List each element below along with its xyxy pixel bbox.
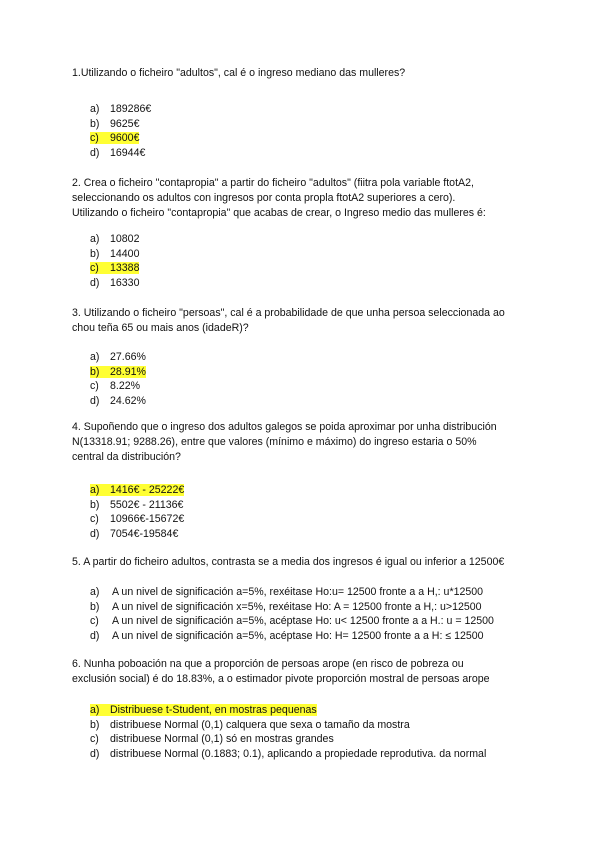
option-text: distribuese Normal (0,1) só en mostras grandes	[110, 733, 334, 746]
option-item-highlighted	[90, 131, 550, 146]
question-5-options	[90, 585, 550, 643]
question-3-line-2: chou teña 65 ou mais anos (idadeR)?	[72, 322, 249, 334]
option-text: A un nivel de significación a=5%, acéptase Ho: H= 12500 fronte a a H: ≤ 12500	[112, 629, 484, 642]
option-item	[90, 614, 550, 629]
option-item	[90, 718, 550, 733]
option-marker: a)	[90, 704, 100, 716]
option-marker: c)	[90, 733, 99, 746]
option-item	[90, 102, 550, 117]
question-4-line-1: 4. Supoñendo que o ingreso dos adultos galegos se poida aproximar por unha distribución	[72, 421, 497, 433]
question-5	[72, 555, 542, 570]
option-item	[90, 146, 550, 161]
option-item	[90, 498, 550, 513]
question-3-options	[90, 350, 550, 408]
option-marker: d)	[90, 394, 100, 407]
option-text: Distribuese t-Student, en mostras pequenas	[110, 704, 317, 716]
option-marker: c)	[90, 513, 99, 526]
option-text: 10802	[110, 233, 140, 245]
question-1-options	[90, 102, 550, 160]
option-marker: d)	[90, 527, 100, 540]
option-text: 5502€ - 21136€	[110, 498, 184, 511]
question-2-line-3: Utilizando o ficheiro "contapropia" que acabas de crear, o Ingreso medio das mulleres é:	[72, 207, 486, 219]
option-item-highlighted	[90, 365, 550, 380]
option-text: 16944€	[110, 146, 146, 159]
option-item	[90, 379, 550, 394]
question-1-line-1: 1.Utilizando o ficheiro "adultos", cal é o ingreso mediano das mulleres?	[72, 67, 406, 79]
option-marker: b)	[90, 600, 100, 613]
option-marker: b)	[90, 247, 100, 260]
option-marker: a)	[90, 484, 100, 496]
option-marker: c)	[90, 132, 99, 145]
question-2-line-1: 2. Crea o ficheiro "contapropia" a partir do ficheiro "adultos" (fiitra pola variable ftotA2,	[72, 177, 474, 189]
option-text: 8.22%	[110, 380, 141, 393]
option-item	[90, 527, 550, 542]
question-6-options	[90, 703, 550, 761]
option-text: 189286€	[110, 103, 152, 115]
question-2-options	[90, 232, 550, 290]
option-item	[90, 629, 550, 644]
option-item-highlighted	[90, 483, 550, 498]
option-marker: a)	[90, 586, 100, 598]
question-6-line-1: 6. Nunha poboación na que a proporción de persoas arope (en risco de pobreza ou	[72, 658, 464, 670]
question-6	[72, 657, 542, 687]
option-text: 27.66%	[110, 351, 146, 363]
option-marker: d)	[90, 747, 100, 760]
option-marker: d)	[90, 629, 100, 642]
option-marker: b)	[90, 498, 100, 511]
question-3-line-1: 3. Utilizando o ficheiro "persoas", cal é a probabilidade de que unha persoa seleccionada ao	[72, 307, 505, 319]
option-text: 14400	[110, 247, 140, 260]
question-3	[72, 306, 542, 336]
option-marker: d)	[90, 146, 100, 159]
option-text: 13388	[110, 262, 140, 275]
option-marker: b)	[90, 718, 100, 731]
option-item	[90, 117, 550, 132]
option-text: 28.91%	[110, 365, 146, 378]
option-marker: c)	[90, 615, 99, 628]
question-5-line-1: 5. A partir do ficheiro adultos, contrasta se a media dos ingresos é igual ou inferior a 12500€	[72, 556, 505, 568]
option-text: 16330	[110, 276, 140, 289]
option-text: distribuese Normal (0.1883; 0.1), aplicando a propiedade reprodutiva. da normal	[110, 747, 487, 760]
option-marker: b)	[90, 365, 100, 378]
option-item-highlighted	[90, 261, 550, 276]
option-item	[90, 747, 550, 762]
option-marker: a)	[90, 351, 100, 363]
option-text: 1416€ - 25222€	[110, 484, 185, 496]
option-text: A un nivel de significación a=5%, acéptase Ho: u< 12500 fronte a a H.: u = 12500	[112, 615, 494, 628]
option-text: distribuese Normal (0,1) calquera que sexa o tamaño da mostra	[110, 718, 410, 731]
option-text: 10966€-15672€	[110, 513, 185, 526]
option-item	[90, 247, 550, 262]
option-marker: c)	[90, 262, 99, 275]
question-4	[72, 420, 542, 465]
question-1	[72, 66, 542, 81]
option-text: 9600€	[110, 132, 140, 145]
question-4-options	[90, 483, 550, 541]
question-4-line-3: central da distribución?	[72, 451, 181, 463]
option-marker: b)	[90, 117, 100, 130]
question-2	[72, 176, 542, 221]
option-marker: a)	[90, 103, 100, 115]
option-item	[90, 512, 550, 527]
option-item	[90, 232, 550, 247]
question-2-line-2: seleccionando os adultos con ingresos por conta propla ftotA2 superiores a cero).	[72, 192, 456, 204]
option-text: A un nivel de significación a=5%, rexéitase Ho:u= 12500 fronte a a H,: u*12500	[112, 586, 484, 598]
option-text: 24.62%	[110, 394, 146, 407]
option-item-highlighted	[90, 703, 550, 718]
option-item	[90, 350, 550, 365]
option-item	[90, 276, 550, 291]
option-marker: d)	[90, 276, 100, 289]
option-marker: a)	[90, 233, 100, 245]
option-item	[90, 600, 550, 615]
option-item	[90, 585, 550, 600]
option-item	[90, 394, 550, 409]
option-marker: c)	[90, 380, 99, 393]
option-text: 9625€	[110, 117, 140, 130]
option-text: 7054€-19584€	[110, 527, 179, 540]
question-4-line-2: N(13318.91; 9288.26), entre que valores (mínimo e máximo) do ingreso estaria o 50%	[72, 436, 477, 448]
option-text: A un nivel de significación x=5%, rexéitase Ho: A = 12500 fronte a H,: u>12500	[112, 600, 482, 613]
question-6-line-2: exclusión social) é do 18.83%, a o estimador pivote proporción mostral de persoas arope	[72, 673, 490, 685]
option-item	[90, 732, 550, 747]
